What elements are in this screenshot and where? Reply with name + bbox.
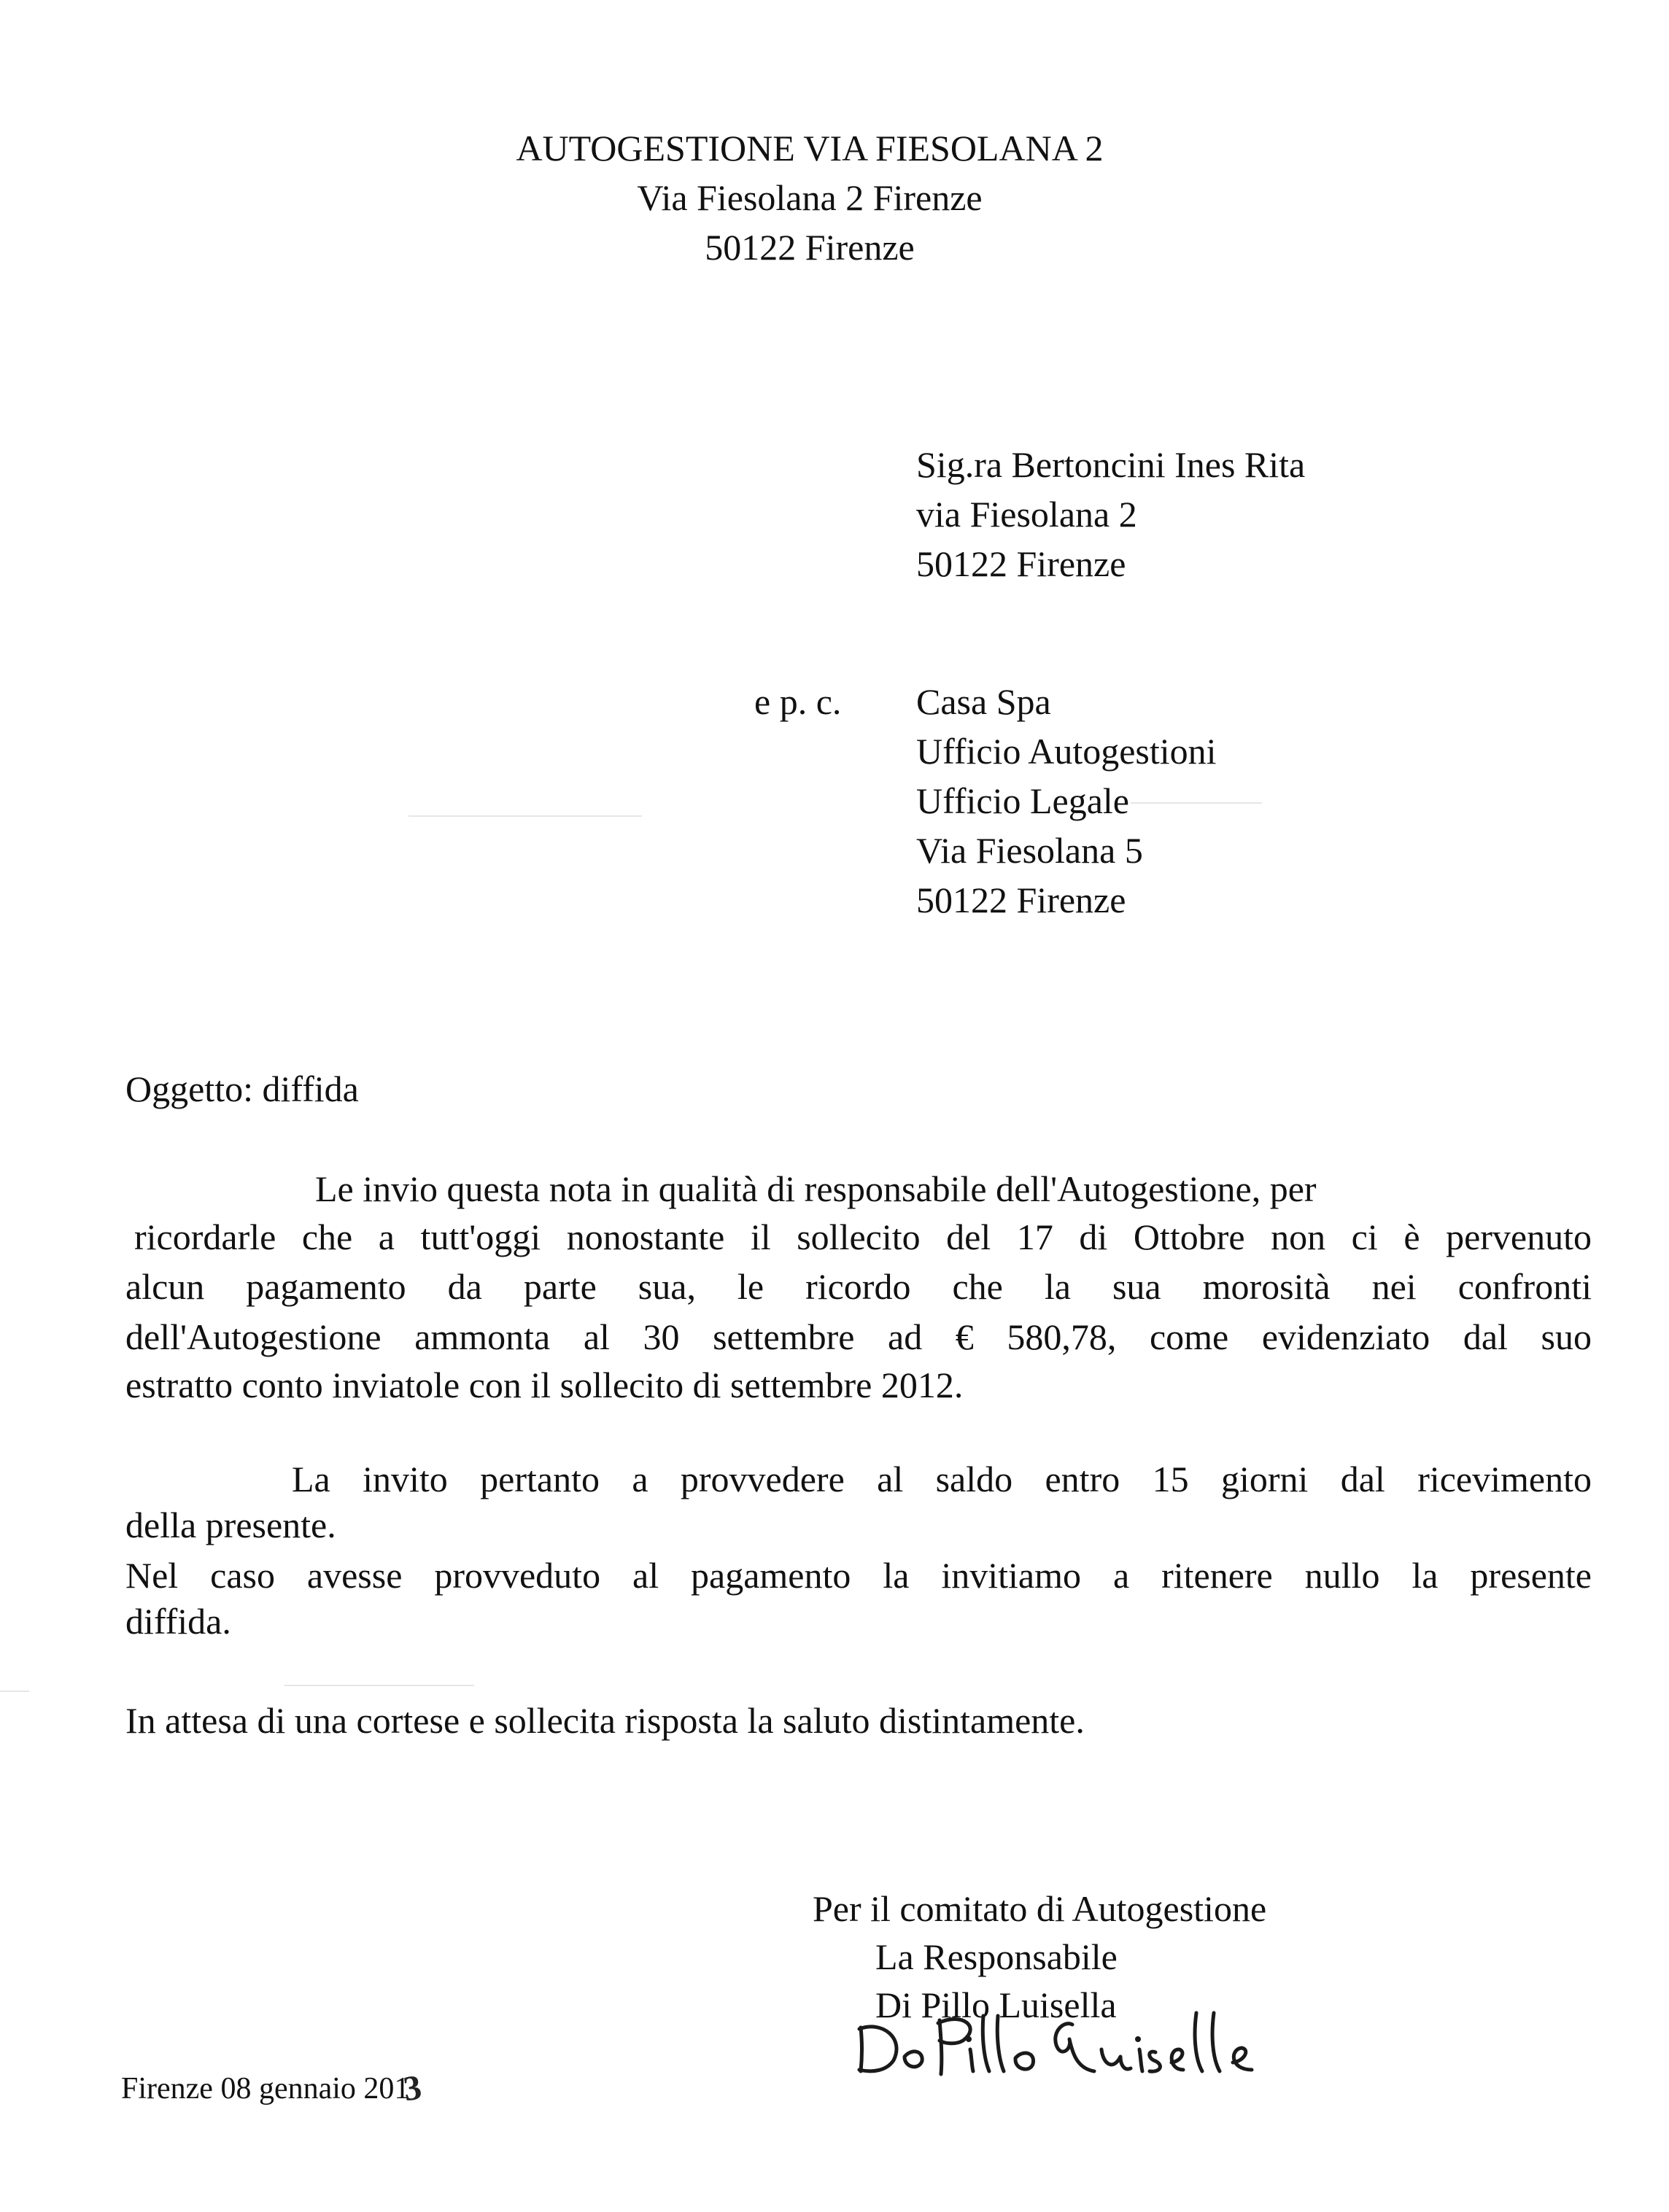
cc-line-5: 50122 Firenze xyxy=(916,880,1126,920)
cc-line-2: Ufficio Autogestioni xyxy=(916,731,1217,772)
scan-artifact xyxy=(284,1685,474,1686)
recipient-street: via Fiesolana 2 xyxy=(916,494,1137,535)
date-text: Firenze 08 gennaio 201 xyxy=(121,2072,410,2106)
recipient-city: 50122 Firenze xyxy=(916,543,1126,584)
letter-date xyxy=(121,2068,425,2109)
paragraph-1-line-1: Le invio questa nota in qualità di responsabile dell'Autogestione, per xyxy=(315,1168,1317,1209)
subject-line: Oggetto: diffida xyxy=(125,1068,359,1109)
cc-line-4: Via Fiesolana 5 xyxy=(916,830,1143,871)
sender-street: Via Fiesolana 2 Firenze xyxy=(637,177,983,218)
paragraph-1-line-4: dell'Autogestione ammonta al 30 settembre ad € 580,78, come evidenziato dal suo xyxy=(125,1316,1592,1357)
paragraph-1-line-3: alcun pagamento da parte sua, le ricordo che la sua morosità nei confronti xyxy=(125,1266,1592,1307)
paragraph-2-line-2: della presente. xyxy=(125,1505,336,1545)
paragraph-1-line-2: ricordarle che a tutt'oggi nonostante il sollecito del 17 di Ottobre non ci è pervenuto xyxy=(134,1216,1592,1257)
paragraph-1-line-5: estratto conto inviatole con il sollecito di settembre 2012. xyxy=(125,1365,964,1405)
cc-label: e p. c. xyxy=(754,681,842,722)
handwritten-signature xyxy=(853,1998,1328,2086)
scan-artifact xyxy=(0,1691,29,1692)
signature-committee: Per il comitato di Autogestione xyxy=(813,1888,1267,1929)
paragraph-2-line-1: La invito pertanto a provvedere al saldo entro 15 giorni dal ricevimento xyxy=(292,1459,1592,1499)
paragraph-3-line-2: diffida. xyxy=(125,1601,231,1642)
signature-name: Di Pillo Luisella xyxy=(875,1984,1117,2025)
sender-name: AUTOGESTIONE VIA FIESOLANA 2 xyxy=(516,128,1104,168)
closing-line: In attesa di una cortese e sollecita risposta la saluto distintamente. xyxy=(125,1700,1085,1741)
scan-artifact xyxy=(1131,802,1262,804)
date-handwritten-digit: 3 xyxy=(401,2068,425,2109)
sender-city: 50122 Firenze xyxy=(705,227,915,268)
cc-line-3: Ufficio Legale xyxy=(916,780,1129,821)
scan-artifact xyxy=(408,815,642,817)
signature-role: La Responsabile xyxy=(875,1936,1118,1977)
cc-line-1: Casa Spa xyxy=(916,681,1051,722)
recipient-name: Sig.ra Bertoncini Ines Rita xyxy=(916,444,1306,485)
paragraph-3-line-1: Nel caso avesse provveduto al pagamento la invitiamo a ritenere nullo la presente xyxy=(125,1555,1592,1596)
